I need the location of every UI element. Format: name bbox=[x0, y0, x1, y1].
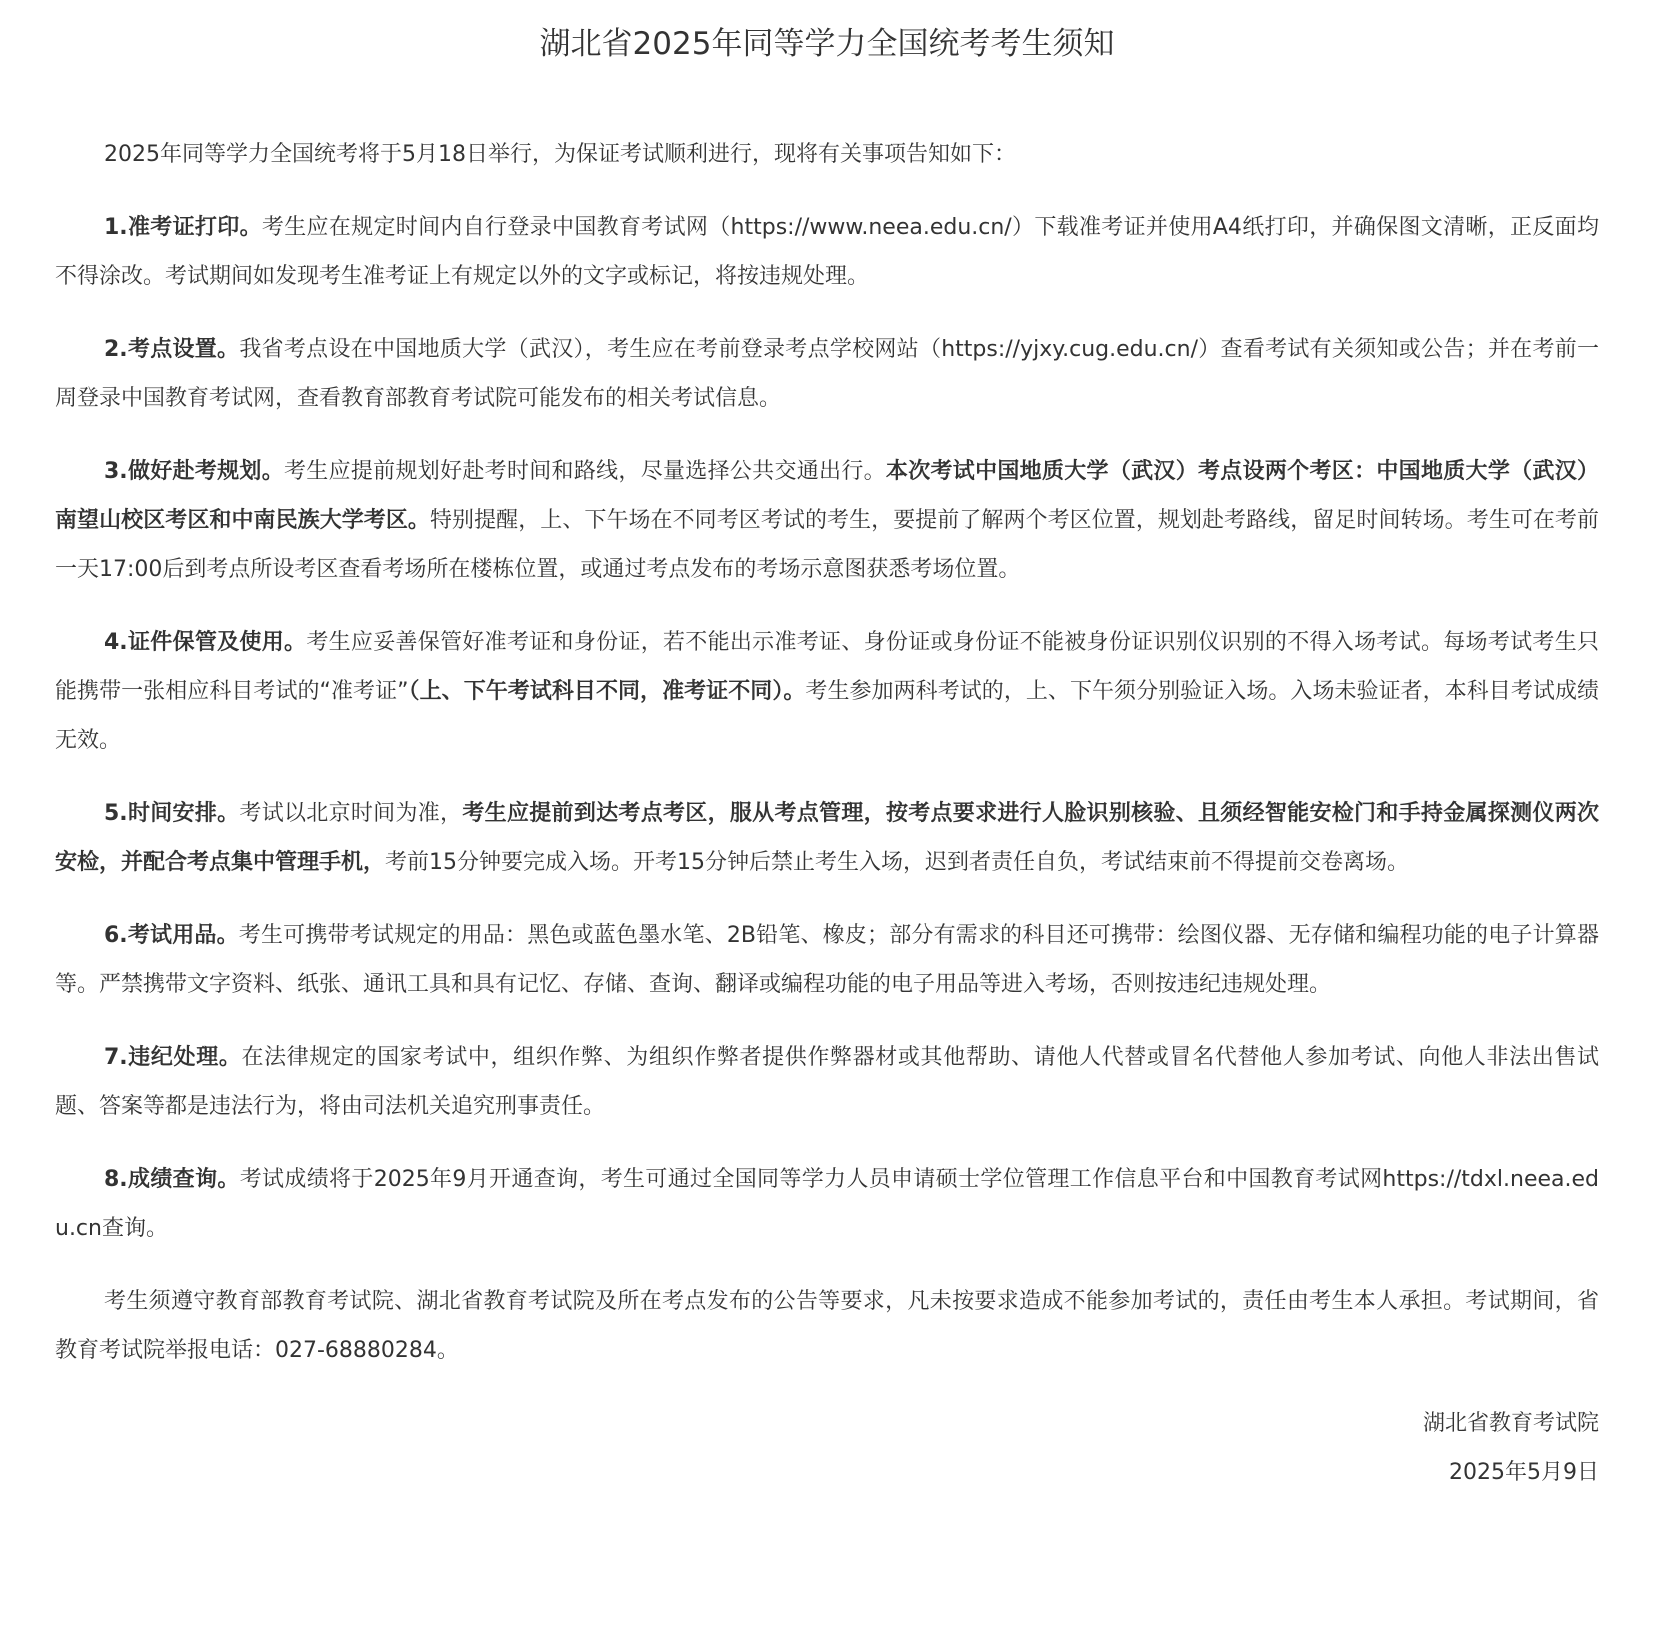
item-exam-site bbox=[55, 325, 1599, 423]
item-text: 考生参加两科考试的，上、下午须分别验证入场。入场未验证者，本科目考试成绩无效。 bbox=[55, 679, 1599, 753]
item-heading: 4.证件保管及使用。 bbox=[104, 630, 307, 655]
signature-date: 2025年5月9日 bbox=[1449, 1460, 1599, 1485]
item-violations bbox=[55, 1033, 1599, 1131]
signature-org: 湖北省教育考试院 bbox=[1422, 1411, 1599, 1436]
item-emphasis: （上、下午考试科目不同，准考证不同）。 bbox=[408, 679, 806, 704]
item-emphasis: 考生应提前到达考点考区，服从考点管理，按考点要求进行人脸识别核验、且须经智能安检门和手持金属探测仪两次安检，并配合考点集中管理手机， bbox=[55, 801, 1599, 875]
item-documents bbox=[55, 618, 1599, 765]
item-heading: 1.准考证打印。 bbox=[104, 215, 262, 240]
item-admission-ticket bbox=[55, 203, 1599, 301]
item-heading: 2.考点设置。 bbox=[104, 337, 240, 362]
item-text: 考生应在规定时间内自行登录中国教育考试网（https://www.neea.edu.cn/）下载准考证并使用A4纸打印，并确保图文清晰，正反面均不得涂改。考试期间如发现考生准考证上有规定以外的文字或标记，将按违规处理。 bbox=[55, 215, 1599, 289]
closing-paragraph: 考生须遵守教育部教育考试院、湖北省教育考试院及所在考点发布的公告等要求，凡未按要求造成不能参加考试的，责任由考生本人承担。考试期间，省教育考试院举报电话：027-68880284。 bbox=[55, 1289, 1599, 1363]
item-heading: 8.成绩查询。 bbox=[104, 1167, 240, 1192]
item-supplies bbox=[55, 911, 1599, 1009]
item-text: 考生应妥善保管好准考证和身份证，若不能出示准考证、身份证或身份证不能被身份证识别仪识别的不得入场考试。每场考试考生只能携带一张相应科目考试的“准考证” bbox=[55, 630, 1599, 704]
item-text: 考试以北京时间为准， bbox=[239, 801, 463, 826]
item-heading: 7.违纪处理。 bbox=[104, 1045, 242, 1070]
item-travel-plan bbox=[55, 447, 1599, 594]
item-text: 考前15分钟要完成入场。开考15分钟后禁止考生入场，迟到者责任自负，考试结束前不得提前交卷离场。 bbox=[385, 850, 1410, 875]
item-heading: 3.做好赴考规划。 bbox=[104, 459, 285, 484]
item-score-query bbox=[55, 1155, 1599, 1253]
item-heading: 6.考试用品。 bbox=[104, 923, 239, 948]
item-text: 特别提醒，上、下午场在不同考区考试的考生，要提前了解两个考区位置，规划赴考路线，留足时间转场。考生可在考前一天17:00后到考点所设考区查看考场所在楼栋位置，或通过考点发布的考场示意图获悉考场位置。 bbox=[55, 508, 1599, 582]
item-text: 考生应提前规划好赴考时间和路线，尽量选择公共交通出行。 bbox=[284, 459, 886, 484]
item-text: 我省考点设在中国地质大学（武汉），考生应在考前登录考点学校网站（https://yjxy.cug.edu.cn/）查看考试有关须知或公告；并在考前一周登录中国教育考试网，查看教育部教育考试院可能发布的相关考试信息。 bbox=[55, 337, 1599, 411]
item-text: 考试成绩将于2025年9月开通查询，考生可通过全国同等学力人员申请硕士学位管理工作信息平台和中国教育考试网https://tdxl.neea.edu.cn查询。 bbox=[55, 1167, 1599, 1241]
item-text: 考生可携带考试规定的用品：黑色或蓝色墨水笔、2B铅笔、橡皮；部分有需求的科目还可携带：绘图仪器、无存储和编程功能的电子计算器等。严禁携带文字资料、纸张、通讯工具和具有记忆、存储、查询、翻译或编程功能的电子用品等进入考场，否则按违纪违规处理。 bbox=[55, 923, 1599, 997]
item-heading: 5.时间安排。 bbox=[104, 801, 240, 826]
intro-paragraph: 2025年同等学力全国统考将于5月18日举行，为保证考试顺利进行，现将有关事项告知如下： bbox=[104, 142, 1016, 167]
item-emphasis: 本次考试中国地质大学（武汉）考点设两个考区：中国地质大学（武汉）南望山校区考区和中南民族大学考区。 bbox=[55, 459, 1599, 533]
item-text: 在法律规定的国家考试中，组织作弊、为组织作弊者提供作弊器材或其他帮助、请他人代替或冒名代替他人参加考试、向他人非法出售试题、答案等都是违法行为，将由司法机关追究刑事责任。 bbox=[55, 1045, 1599, 1119]
page-title: 湖北省2025年同等学力全国统考考生须知 bbox=[539, 26, 1115, 62]
item-schedule bbox=[55, 789, 1599, 887]
